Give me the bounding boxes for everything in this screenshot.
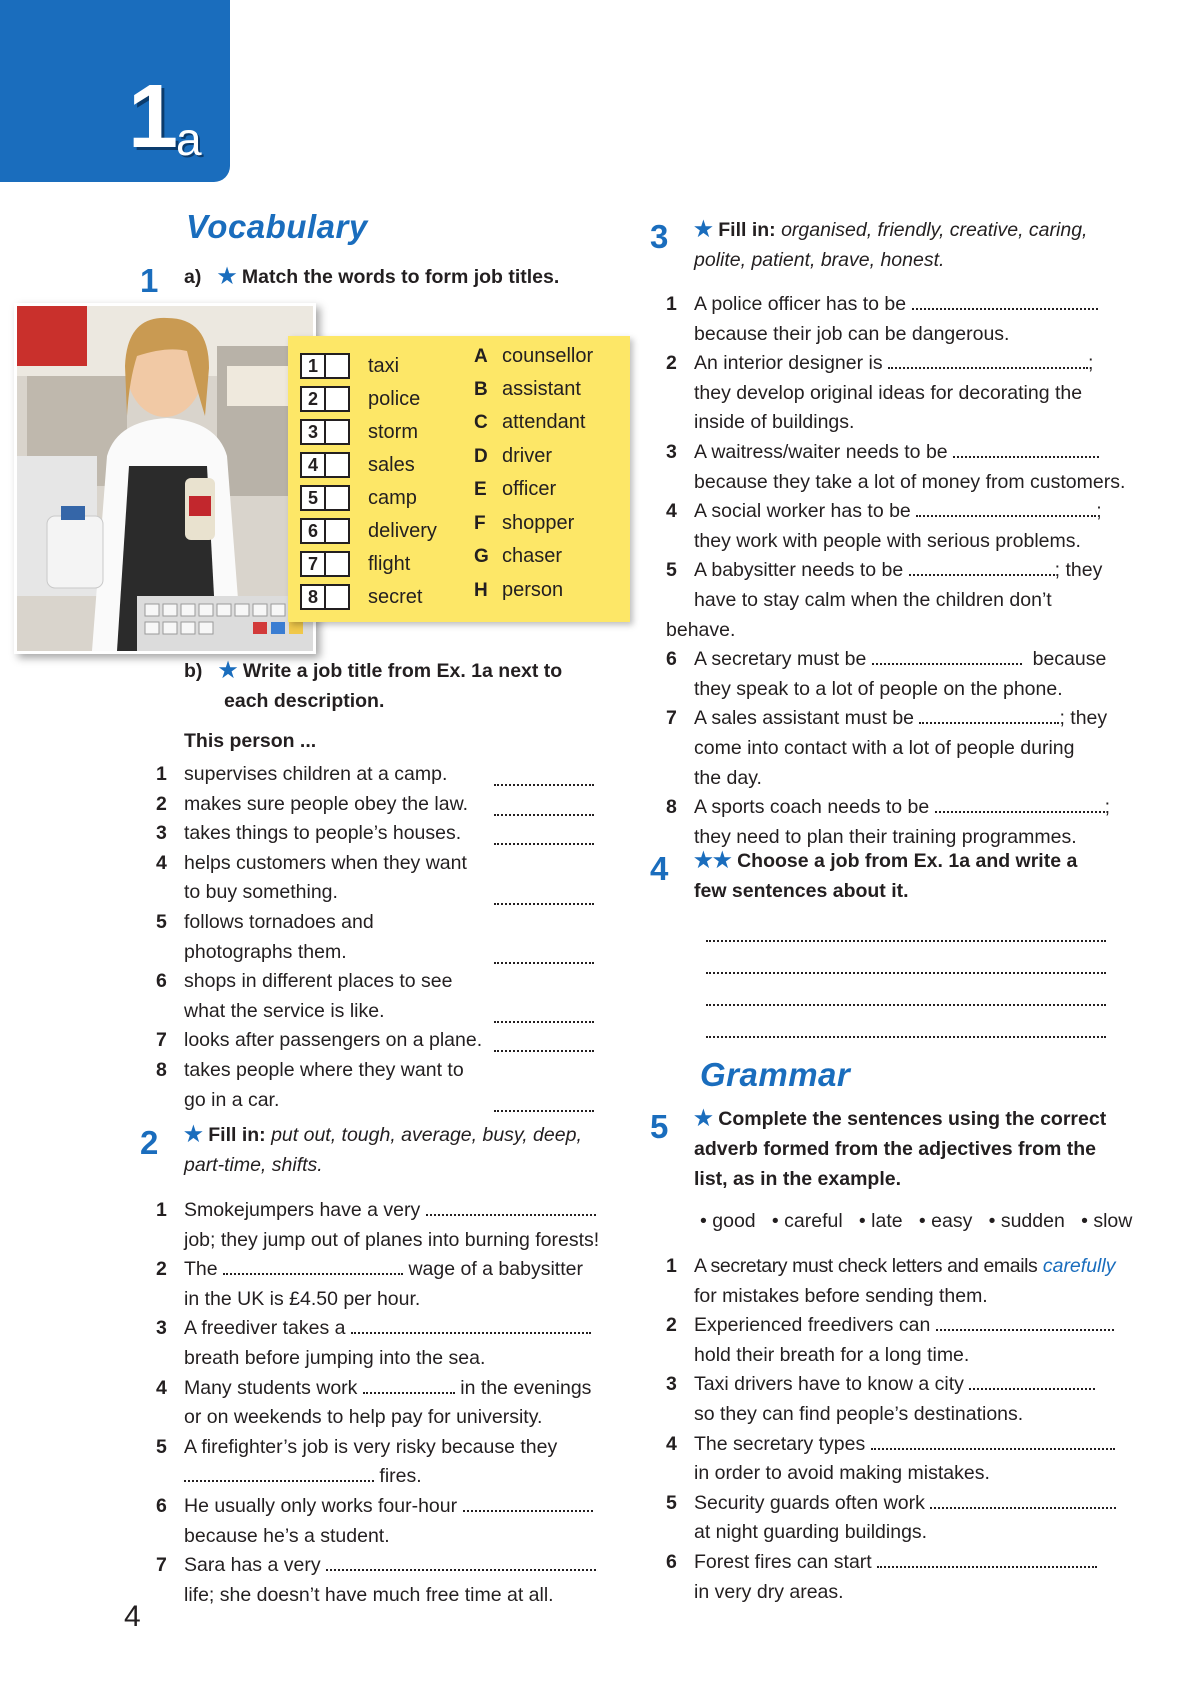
list-item xyxy=(156,1314,606,1373)
answer-blank[interactable] xyxy=(909,556,1055,576)
item-number: 5 xyxy=(156,1435,167,1458)
exercise-2-number: 2 xyxy=(140,1124,159,1161)
match-word-right: driver xyxy=(502,445,553,467)
item-number: 1 xyxy=(156,763,167,785)
answer-blank[interactable] xyxy=(363,1374,455,1394)
item-text: Sara has a very xyxy=(184,1554,321,1577)
item-text: helps customers when they want xyxy=(184,851,467,874)
item-text: A waitress/waiter needs to be xyxy=(694,440,948,463)
exercise-1a-text: Match the words to form job titles. xyxy=(241,266,560,288)
item-text: so they can find people’s destinations. xyxy=(694,1402,1024,1425)
item-number: 2 xyxy=(666,1314,677,1337)
item-text: A social worker has to be xyxy=(694,500,911,523)
exercise-1b-list xyxy=(156,760,596,1115)
item-text: because he’s a student. xyxy=(184,1524,390,1547)
adjective-list: • good • careful • late • easy • sudden • slow xyxy=(700,1210,1133,1232)
match-letter: C xyxy=(474,412,488,433)
answer-blank[interactable] xyxy=(326,1551,596,1571)
list-item xyxy=(666,290,1126,349)
exercise-1b-instruction xyxy=(184,656,562,686)
item-text: A babysitter needs to be xyxy=(694,559,904,582)
answer-blank[interactable] xyxy=(494,766,594,786)
item-text: He usually only works four-hour xyxy=(184,1494,458,1517)
writing-line[interactable] xyxy=(706,952,1106,974)
match-answer-box[interactable] xyxy=(324,386,350,412)
star-icon: ★ xyxy=(694,218,713,241)
list-item xyxy=(156,1492,606,1551)
list-item xyxy=(156,819,596,849)
list-item xyxy=(156,1551,606,1610)
item-text: they speak to a lot of people on the phone. xyxy=(694,677,1063,700)
item-text: at night guarding buildings. xyxy=(694,1521,928,1544)
item-number: 3 xyxy=(666,1373,677,1396)
answer-blank[interactable] xyxy=(916,497,1096,517)
star-icon: ★★ xyxy=(694,849,732,872)
item-text: to buy something. xyxy=(184,881,338,904)
item-number: 8 xyxy=(666,796,677,819)
exercise-1a-instruction xyxy=(184,262,559,292)
item-number: 3 xyxy=(156,1317,167,1340)
match-number: 4 xyxy=(300,452,326,478)
item-text: ; xyxy=(1096,500,1102,523)
match-number: 2 xyxy=(300,386,326,412)
list-item xyxy=(156,1433,606,1492)
answer-blank[interactable] xyxy=(919,704,1059,724)
exercise-4-text-2: few sentences about it. xyxy=(694,880,909,902)
item-number: 4 xyxy=(666,500,677,523)
match-number: 7 xyxy=(300,551,326,577)
item-text: inside of buildings. xyxy=(694,411,855,434)
answer-blank[interactable] xyxy=(877,1548,1097,1568)
item-text: photographs them. xyxy=(184,940,347,963)
adjective: careful xyxy=(784,1210,843,1232)
match-word: flight xyxy=(368,553,411,575)
exercise-3-instruction xyxy=(694,215,1134,275)
item-text: because their job can be dangerous. xyxy=(694,322,1010,345)
item-text: ; they xyxy=(1059,707,1108,730)
match-letter: B xyxy=(474,379,488,400)
match-number: 3 xyxy=(300,419,326,445)
answer-blank[interactable] xyxy=(494,825,594,845)
item-number: 2 xyxy=(666,352,677,375)
answer-blank[interactable] xyxy=(871,1430,1115,1450)
list-item xyxy=(666,1370,1136,1429)
exercise-5-list xyxy=(666,1252,1136,1607)
match-letter: G xyxy=(474,546,489,567)
star-icon: ★ xyxy=(694,1107,713,1130)
item-text: A freediver takes a xyxy=(184,1317,346,1340)
star-icon: ★ xyxy=(218,659,238,682)
match-number: 8 xyxy=(300,584,326,610)
exercise-3-words-1: organised, friendly, creative, caring, xyxy=(781,219,1088,241)
item-number: 6 xyxy=(156,1494,167,1517)
match-word: storm xyxy=(368,421,418,443)
item-text: Security guards often work xyxy=(694,1491,925,1514)
match-answer-box[interactable] xyxy=(324,353,350,379)
answer-blank[interactable] xyxy=(351,1314,591,1334)
answer-blank[interactable] xyxy=(935,793,1105,813)
star-icon: ★ xyxy=(217,265,237,288)
adjective: late xyxy=(871,1210,903,1232)
answer-blank[interactable] xyxy=(494,885,594,905)
item-text: shops in different places to see xyxy=(184,970,453,993)
item-number: 4 xyxy=(666,1432,677,1455)
list-item xyxy=(666,1548,1136,1607)
list-item xyxy=(666,556,1126,645)
unit-number: 1 xyxy=(128,67,173,167)
item-text: they need to plan their training programmes. xyxy=(694,825,1077,848)
item-text: wage of a babysitter xyxy=(408,1258,583,1281)
exercise-4-writing-lines xyxy=(706,920,1106,1038)
answer-blank[interactable] xyxy=(888,349,1088,369)
item-text: Taxi drivers have to know a city xyxy=(694,1373,964,1396)
list-item xyxy=(156,1196,606,1255)
matching-box xyxy=(288,336,630,622)
adjective: good xyxy=(712,1210,756,1232)
exercise-3-fill-label: Fill in: xyxy=(718,219,776,241)
grammar-title: Grammar xyxy=(700,1056,851,1093)
item-number: 6 xyxy=(666,1550,677,1573)
page-number: 4 xyxy=(124,1600,141,1633)
match-word: camp xyxy=(368,487,417,509)
match-word: sales xyxy=(368,454,415,476)
match-answer-box[interactable] xyxy=(324,551,350,577)
item-text: makes sure people obey the law. xyxy=(184,792,469,815)
list-item xyxy=(666,645,1126,704)
item-text: ; xyxy=(1088,352,1094,375)
exercise-2-fill-label: Fill in: xyxy=(208,1124,266,1146)
item-number: 1 xyxy=(156,1199,167,1221)
exercise-3-number: 3 xyxy=(650,218,669,255)
match-letter: D xyxy=(474,446,488,467)
match-word: delivery xyxy=(368,520,437,542)
item-number: 6 xyxy=(666,648,677,671)
cashier-photo xyxy=(14,303,316,654)
item-text: A firefighter’s job is very risky because they xyxy=(184,1435,558,1458)
list-item xyxy=(156,1056,596,1115)
list-item xyxy=(156,760,596,790)
exercise-2-words-1: put out, tough, average, busy, deep, xyxy=(271,1124,582,1146)
list-item xyxy=(666,1252,1136,1311)
answer-blank[interactable] xyxy=(494,944,594,964)
item-text: Experienced freedivers can xyxy=(694,1314,931,1337)
item-text: takes people where they want to xyxy=(184,1058,464,1081)
item-number: 5 xyxy=(666,1491,677,1514)
item-text: follows tornadoes and xyxy=(184,910,374,933)
item-number: 8 xyxy=(156,1058,167,1081)
answer-blank[interactable] xyxy=(930,1489,1116,1509)
exercise-3-words-2: polite, patient, brave, honest. xyxy=(694,249,945,271)
list-item xyxy=(666,497,1126,556)
match-answer-box[interactable] xyxy=(324,584,350,610)
exercise-1b-label: b) xyxy=(184,660,203,682)
adjective: slow xyxy=(1093,1210,1133,1232)
item-text: looks after passengers on a plane. xyxy=(184,1029,483,1052)
match-word-right: assistant xyxy=(502,378,581,400)
item-text: A sports coach needs to be xyxy=(694,796,930,819)
writing-line[interactable] xyxy=(706,1016,1106,1038)
match-word: police xyxy=(368,388,421,410)
item-text: breath before jumping into the sea. xyxy=(184,1346,486,1369)
item-text: A police officer has to be xyxy=(694,293,907,315)
item-number: 2 xyxy=(156,1258,167,1281)
list-item xyxy=(666,438,1126,497)
item-text: A sales assistant must be xyxy=(694,707,915,730)
answer-blank[interactable] xyxy=(969,1370,1095,1390)
answer-blank[interactable] xyxy=(494,1032,594,1052)
match-letter: A xyxy=(474,346,488,367)
item-text: they develop original ideas for decorating the xyxy=(694,381,1083,404)
item-text: the day. xyxy=(694,766,762,789)
answer-blank[interactable] xyxy=(936,1311,1114,1331)
example-answer: carefully xyxy=(1042,1255,1116,1277)
answer-blank[interactable] xyxy=(912,290,1098,310)
list-item xyxy=(156,908,596,967)
list-item xyxy=(666,1430,1136,1489)
item-text: in the evenings xyxy=(460,1376,592,1399)
exercise-5-instruction xyxy=(694,1104,1140,1194)
answer-blank[interactable] xyxy=(223,1255,403,1275)
match-word: secret xyxy=(368,586,423,608)
item-text: A secretary must check letters and emails xyxy=(694,1255,1038,1277)
exercise-1b-text-1: Write a job title from Ex. 1a next to xyxy=(242,660,563,682)
item-text: ; they xyxy=(1054,559,1103,582)
adjective: easy xyxy=(931,1210,973,1232)
match-letter: F xyxy=(474,513,486,534)
list-item xyxy=(666,704,1126,793)
item-text: because xyxy=(1032,648,1107,671)
match-answer-box[interactable] xyxy=(324,452,350,478)
exercise-1a-label: a) xyxy=(184,266,202,288)
answer-blank[interactable] xyxy=(494,796,594,816)
exercise-1b-text-2: each description. xyxy=(224,690,385,712)
answer-blank[interactable] xyxy=(953,438,1099,458)
exercise-4-instruction xyxy=(694,846,1134,906)
item-text: go in a car. xyxy=(184,1088,280,1111)
item-text: they work with people with serious problems. xyxy=(694,529,1081,552)
item-number: 4 xyxy=(156,851,167,874)
adjective: sudden xyxy=(1000,1210,1065,1232)
writing-line[interactable] xyxy=(706,920,1106,942)
item-text: takes things to people’s houses. xyxy=(184,822,462,845)
exercise-2-list xyxy=(156,1196,606,1610)
list-item xyxy=(666,1489,1136,1548)
list-item xyxy=(156,790,596,820)
match-number: 6 xyxy=(300,518,326,544)
answer-blank[interactable] xyxy=(872,645,1022,665)
match-answer-box[interactable] xyxy=(324,419,350,445)
item-text: life; she doesn’t have much free time at all. xyxy=(184,1583,554,1606)
item-text: Smokejumpers have a very xyxy=(184,1199,421,1221)
item-text: or on weekends to help pay for university. xyxy=(184,1406,543,1429)
item-number: 4 xyxy=(156,1376,167,1399)
supermarket-cashier-image xyxy=(17,306,313,651)
match-word-right: person xyxy=(502,579,564,601)
exercise-5-text-2: adverb formed from the adjectives from the xyxy=(694,1138,1097,1160)
answer-blank[interactable] xyxy=(494,1003,594,1023)
item-number: 3 xyxy=(666,440,677,463)
vocabulary-title: Vocabulary xyxy=(186,208,368,245)
item-text: The secretary types xyxy=(694,1432,866,1455)
item-text: An interior designer is xyxy=(694,352,883,375)
answer-blank[interactable] xyxy=(494,1092,594,1112)
match-word-right: attendant xyxy=(502,411,586,433)
answer-blank[interactable] xyxy=(184,1462,374,1482)
exercise-1b-lead: This person ... xyxy=(184,730,317,752)
exercise-3-list xyxy=(666,290,1126,852)
list-item xyxy=(666,1311,1136,1370)
list-item xyxy=(156,967,596,1026)
list-item xyxy=(666,349,1126,438)
exercise-4-text-1: Choose a job from Ex. 1a and write a xyxy=(737,850,1078,872)
item-text: The xyxy=(184,1258,218,1281)
list-item xyxy=(666,793,1126,852)
item-number: 7 xyxy=(156,1554,167,1577)
match-answer-box[interactable] xyxy=(324,518,350,544)
item-text: Forest fires can start xyxy=(694,1550,872,1573)
match-answer-box[interactable] xyxy=(324,485,350,511)
item-text: fires. xyxy=(379,1465,422,1488)
item-text: in the UK is £4.50 per hour. xyxy=(184,1287,421,1310)
list-item xyxy=(156,849,596,908)
item-number: 7 xyxy=(156,1029,167,1052)
list-item xyxy=(156,1026,596,1056)
item-number: 2 xyxy=(156,792,167,815)
list-item xyxy=(156,1255,606,1314)
item-text: come into contact with a lot of people during xyxy=(694,736,1075,759)
item-text: ; xyxy=(1104,796,1111,819)
item-number: 7 xyxy=(666,707,677,730)
item-text: what the service is like. xyxy=(184,999,385,1022)
item-text: hold their breath for a long time. xyxy=(694,1343,970,1366)
item-number: 1 xyxy=(666,293,677,315)
match-number: 1 xyxy=(300,353,326,379)
item-text: in very dry areas. xyxy=(694,1580,844,1603)
exercise-1-number: 1 xyxy=(140,262,159,299)
item-text: supervises children at a camp. xyxy=(184,763,448,785)
star-icon: ★ xyxy=(184,1123,203,1146)
match-word-right: officer xyxy=(502,478,557,500)
exercise-2-words-2: part-time, shifts. xyxy=(184,1154,323,1176)
answer-blank[interactable] xyxy=(463,1492,593,1512)
match-letter: E xyxy=(474,479,487,500)
exercise-5-number: 5 xyxy=(650,1108,669,1145)
match-word-right: counsellor xyxy=(502,345,594,367)
item-text: have to stay calm when the children don’t behave. xyxy=(666,588,1052,641)
answer-blank[interactable] xyxy=(426,1196,596,1216)
item-text: for mistakes before sending them. xyxy=(694,1284,988,1307)
match-word-right: chaser xyxy=(502,545,563,567)
item-number: 5 xyxy=(666,559,677,582)
match-letter: H xyxy=(474,580,488,601)
match-word-right: shopper xyxy=(502,512,575,534)
unit-letter: a xyxy=(176,113,202,165)
item-number: 3 xyxy=(156,822,167,845)
writing-line[interactable] xyxy=(706,984,1106,1006)
item-text: because they take a lot of money from customers. xyxy=(694,470,1126,493)
list-item xyxy=(156,1374,606,1433)
exercise-2-instruction xyxy=(184,1120,604,1180)
item-text: job; they jump out of planes into burning forests! xyxy=(184,1228,600,1251)
match-word: taxi xyxy=(368,355,400,377)
exercise-5-text-1: Complete the sentences using the correct xyxy=(718,1108,1107,1130)
item-text: Many students work xyxy=(184,1376,358,1399)
item-number: 6 xyxy=(156,970,167,993)
item-text: in order to avoid making mistakes. xyxy=(694,1462,990,1485)
item-text: A secretary must be xyxy=(694,648,867,671)
match-number: 5 xyxy=(300,485,326,511)
item-number: 5 xyxy=(156,910,167,933)
item-number: 1 xyxy=(666,1255,677,1277)
exercise-5-text-3: list, as in the example. xyxy=(694,1168,901,1190)
exercise-4-number: 4 xyxy=(650,850,669,887)
